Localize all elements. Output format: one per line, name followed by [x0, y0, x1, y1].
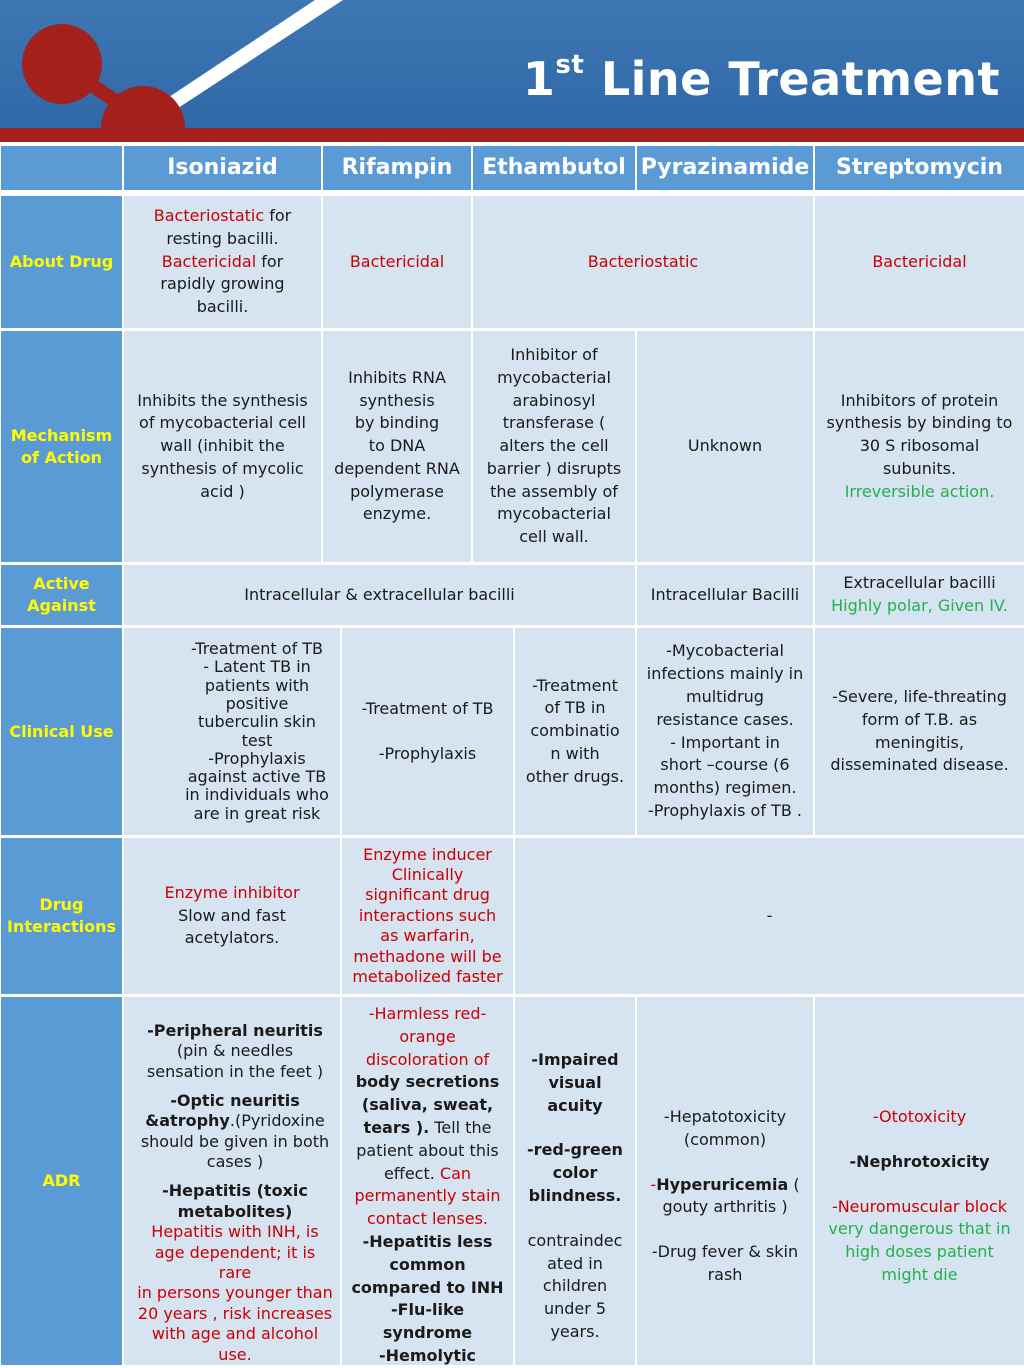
col-header-rifampin: Rifampin [323, 146, 471, 190]
clinical-rifampin: -Treatment of TB -Prophylaxis [342, 628, 513, 835]
mechanism-rifampin: Inhibits RNA synthesis by binding to DNA dependent RNA polymerase enzyme. [323, 331, 471, 562]
row-label-drug-interactions: Drug Interactions [1, 838, 122, 994]
row-label-adr: ADR [1, 997, 122, 1365]
row-label-about-drug: About Drug [1, 196, 122, 328]
mechanism-ethambutol: Inhibitor of mycobacterial arabinosyl transferase ( alters the cell barrier ) disrupts the assembly of mycobacterial cell wall. [473, 331, 635, 562]
row-label-mechanism: Mechanism of Action [1, 331, 122, 562]
mechanism-isoniazid: Inhibits the synthesis of mycobacterial cell wall (inhibit the synthesis of mycolic acid ) [124, 331, 321, 562]
adr-streptomycin: -Ototoxicity -Nephrotoxicity -Neuromuscular block very dangerous that in high doses patient might die [815, 997, 1024, 1365]
corner-header-cell [1, 146, 122, 190]
adr-ethambutol: -Impaired visual acuity -red-green color blindness. contraindec ated in children under 5 years. [515, 997, 635, 1365]
about-ethambutol-pyrazinamide: Bacteriostatic [473, 196, 813, 328]
clinical-pyrazinamide: -Mycobacterial infections mainly in multidrug resistance cases. - Important in short –course (6 months) regimen. -Prophylaxis of TB . [637, 628, 813, 835]
row-label-clinical-use: Clinical Use [1, 628, 122, 835]
mechanism-pyrazinamide: Unknown [637, 331, 813, 562]
about-rifampin: Bactericidal [323, 196, 471, 328]
header-red-strip [0, 128, 1024, 142]
col-header-ethambutol: Ethambutol [473, 146, 635, 190]
about-isoniazid: Bacteriostatic for resting bacilli. Bactericidal for rapidly growing bacilli. [124, 196, 321, 328]
col-header-streptomycin: Streptomycin [815, 146, 1024, 190]
adr-rifampin: -Harmless red- orange discoloration of body secretions (saliva, sweat, tears ). Tell the patient about this effect. Can permanently stain contact lenses. -Hepatitis less common compared to INH -Flu-like syndrome -Hemolytic [342, 997, 513, 1365]
active-first-three: Intracellular & extracellular bacilli [124, 565, 635, 625]
row-label-active-against: Active Against [1, 565, 122, 625]
white-diagonal-stripe [160, 0, 343, 112]
clinical-ethambutol: -Treatment of TB in combinatio n with other drugs. [515, 628, 635, 835]
interactions-isoniazid: Enzyme inhibitor Slow and fast acetylators. [124, 838, 340, 994]
decoration-graphic [0, 0, 360, 140]
red-circle-large [22, 24, 102, 104]
page-title: 1st Line Treatment [522, 49, 1000, 106]
col-header-pyrazinamide: Pyrazinamide [637, 146, 813, 190]
clinical-isoniazid: -Treatment of TB - Latent TB in patients with positive tuberculin skin test -Prophylaxis against active TB in individuals who are in great risk [124, 628, 340, 835]
slide-header [0, 0, 1024, 140]
clinical-streptomycin: -Severe, life-threating form of T.B. as meningitis, disseminated disease. [815, 628, 1024, 835]
about-streptomycin: Bactericidal [815, 196, 1024, 328]
adr-pyrazinamide: -Hepatotoxicity (common) -Hyperuricemia ( gouty arthritis ) -Drug fever & skin rash [637, 997, 813, 1365]
active-pyrazinamide: Intracellular Bacilli [637, 565, 813, 625]
adr-isoniazid: -Peripheral neuritis (pin & needles sensation in the feet ) -Optic neuritis &atrophy.(Pyridoxine should be given in both cases ) -Hepatitis (toxic metabolites) Hepatitis with INH, is age dependent; it is rare in persons younger than 20 years , risk increases with age and alcohol use. [124, 997, 340, 1365]
interactions-others: - [515, 838, 1024, 994]
interactions-rifampin: Enzyme inducer Clinically significant drug interactions such as warfarin, methadone will be metabolized faster [342, 838, 513, 994]
active-streptomycin: Extracellular bacilli Highly polar, Given IV. [815, 565, 1024, 625]
mechanism-streptomycin: Inhibitors of protein synthesis by binding to 30 S ribosomal subunits. Irreversible action. [815, 331, 1024, 562]
col-header-isoniazid: Isoniazid [124, 146, 321, 190]
